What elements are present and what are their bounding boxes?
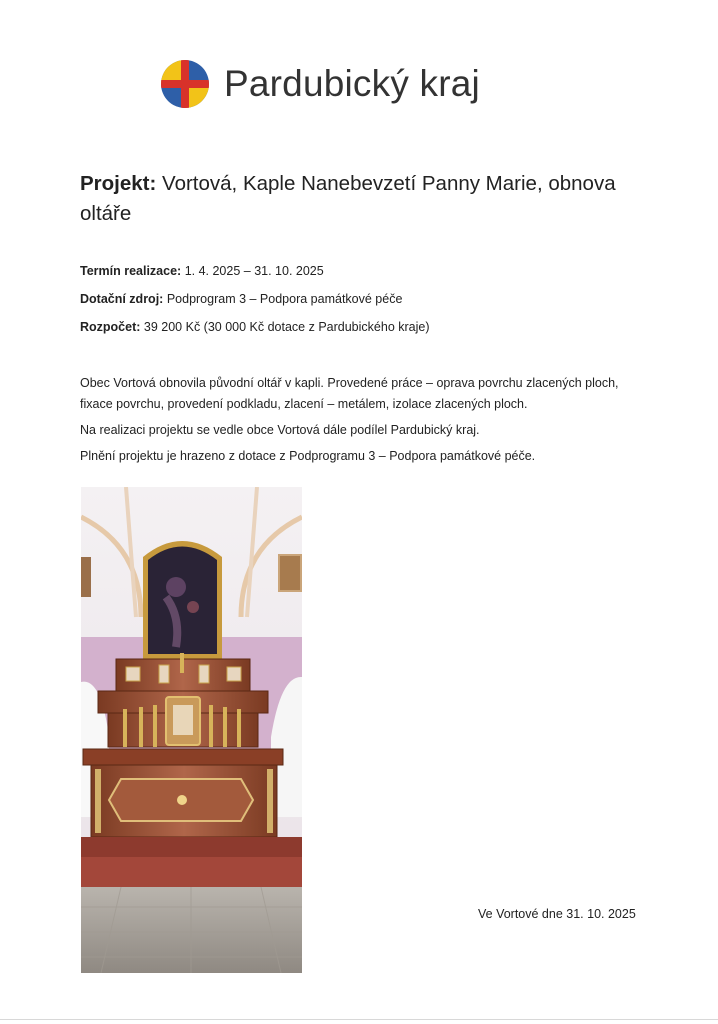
meta-term-value: 1. 4. 2025 – 31. 10. 2025 xyxy=(184,264,324,278)
meta-budget-value: 39 200 Kč (30 000 Kč dotace z Pardubického kraje) xyxy=(143,320,430,334)
meta-budget-label: Rozpočet: xyxy=(80,320,141,334)
altar-photo xyxy=(81,487,302,973)
meta-source-value: Podprogram 3 – Podpora památkové péče xyxy=(166,292,403,306)
meta-term-label: Termín realizace: xyxy=(80,264,182,278)
meta-budget xyxy=(80,320,430,334)
region-emblem-icon xyxy=(160,59,210,109)
project-title-label: Projekt: xyxy=(80,172,157,195)
altar-illustration xyxy=(81,487,302,973)
paragraph-funding: Plnění projektu je hrazeno z dotace z Podprogramu 3 – Podpora památkové péče. xyxy=(80,449,536,463)
paragraph-works: Obec Vortová obnovila původní oltář v kapli. Provedené práce – oprava povrchu zlacených ploch, fixace povrchu, provedení podkladu, zlacení – metálem, izolace zlacených ploch. xyxy=(80,376,619,411)
project-title-text: Vortová, Kaple Nanebevzetí Panny Marie, obnova oltáře xyxy=(80,172,616,225)
project-title xyxy=(80,169,640,229)
signoff-date: Ve Vortové dne 31. 10. 2025 xyxy=(478,907,636,921)
meta-source xyxy=(80,292,402,306)
paragraph-partner: Na realizaci projektu se vedle obce Vortová dále podílel Pardubický kraj. xyxy=(80,423,480,437)
brand-name: Pardubický kraj xyxy=(224,63,480,104)
meta-source-label: Dotační zdroj: xyxy=(80,292,164,306)
brand-logo xyxy=(160,59,480,109)
meta-term xyxy=(80,264,324,278)
page-bottom-rule xyxy=(0,1019,718,1020)
